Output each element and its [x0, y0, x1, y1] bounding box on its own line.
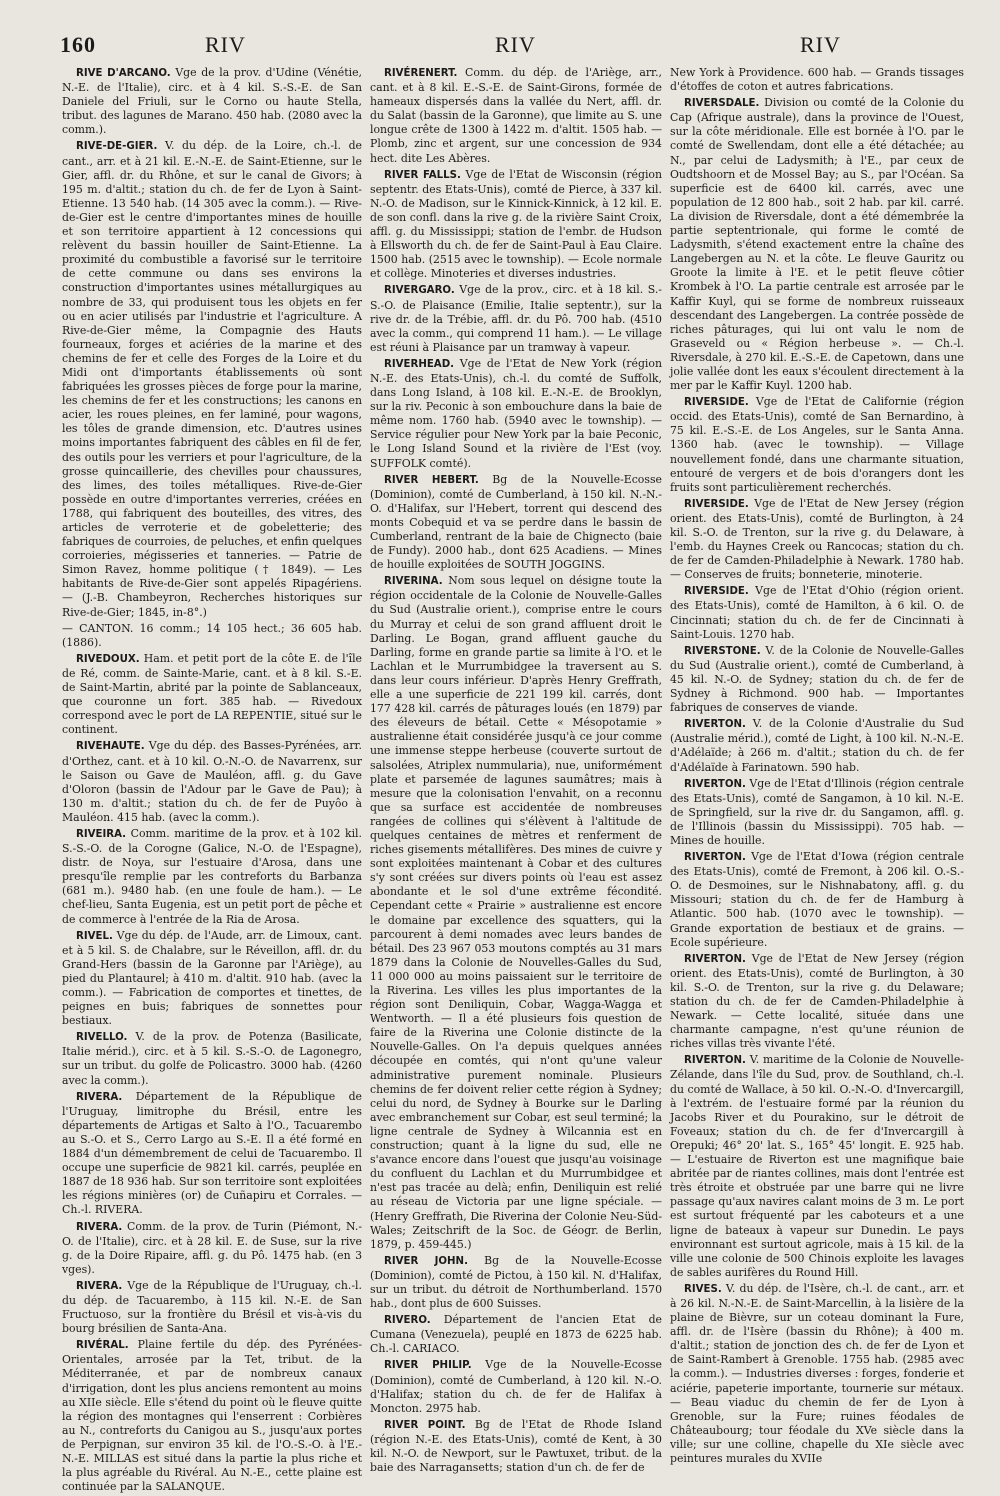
entry-text: Département de l'ancien Etat de Cumana (Venezuela), peuplé en 1873 de 6225 hab. Ch.-l. CARIACO.	[370, 1313, 662, 1356]
dictionary-entry	[670, 66, 964, 94]
entry-headword: RIVERA.	[76, 1091, 123, 1103]
entry-headword: RIVERA.	[76, 1221, 123, 1233]
dictionary-entry	[62, 1220, 362, 1277]
entry-text: Bg de la Nouvelle-Ecosse (Dominion), comté de Cumberland, à 150 kil. N.-N.-O. d'Halifax, sur l'Hebert, torrent qui descend des monts Cobequid et va se perdre dans le bassin de Cumberland, rentrant de la baie de Chignecto (baie de Fundy). 2000 hab., dont 625 Acadiens. — Mines de houille exploitées de SOUTH JOGGINS.	[370, 472, 662, 572]
entry-headword: RIVER PHILIP.	[384, 1360, 472, 1372]
column-3	[670, 66, 964, 1468]
entry-headword: RIVÉRENERT.	[384, 68, 458, 79]
dictionary-entry	[670, 497, 964, 583]
entry-headword: RIVERTON.	[684, 953, 746, 965]
dictionary-entry	[62, 139, 362, 619]
dictionary-entry	[670, 584, 964, 641]
entry-headword: RIVERA.	[76, 1280, 123, 1292]
dictionary-entry	[62, 1030, 362, 1087]
entry-headword: RIVER JOHN.	[384, 1255, 468, 1267]
entry-headword: RIVERINA.	[384, 576, 443, 588]
entry-text: Comm. maritime de la prov. et à 102 kil. S.-S.-O. de la Corogne (Galice, N.-O. de l'Espagne), distr. de Noya, sur l'estuaire d'Arosa, dans une presqu'île remplie par les contreforts du Barbanza (681 m.). 9480 hab. (en une foule de ham.). — Le chef-lieu, Santa Eugenia, est un petit port de pêche et de commerce à l'entrée de la Ria de Arosa.	[62, 826, 363, 926]
dictionary-entry	[62, 1090, 362, 1218]
entry-text: Vge de l'Etat d'Iowa (région centrale des Etats-Unis), comté de Fremont, à 206 kil. O.-S.-O. de Desmoines, sur le Nishnabatony, affl. g. du Missouri; station du ch. de fer de Hamburg à Atlantic. 500 hab. (1070 avec le township). — Grande exportation de bestiaux et de grains. — Ecole supérieure.	[670, 850, 964, 949]
entry-text: Vge de la prov., circ. et à 18 kil. S.-S.-O. de Plaisance (Emilie, Italie septentr.), sur la rive dr. de la Trébie, affl. dr. du Pô. 700 hab. (4510 avec la comm., qui comprend 11 ham.). — Le village est réuni à Plaisance par un tramway à vapeur.	[370, 283, 662, 354]
entry-text: Nom sous lequel on désigne toute la région occidentale de la Colonie de Nouvelle-Galles du Sud (Australie orient.), comprise entre le cours du Murray et celui de son grand affluent droit le Darling. Le Bogan, grand affluent gauche du Darling, forme en grande partie sa limite à l'O. et le Lachlan et le Murrumbidgee la traversent au S. dans leur cours inférieur. D'après Henry Greffrath, elle a une superficie de 221 199 kil. carrés, dont 177 428 kil. carrés de pâturages loués (en 1879) par des éleveurs de bétail. Cette « Mésopotamie » australienne était considérée jusqu'à ce jour comme une immense steppe herbeuse (couverte surtout de salsolées, Atriplex nummularia), nue, uniformément plate et parsemée de lagunes saumâtres; mais à mesure que la colonisation l'envahit, on a reconnu que sa surface est accidentée de nombreuses rangées de collines qui s'élèvent à l'altitude de quelques centaines de mètres et renferment de riches gisements métallifères. Des mines de cuivre y sont exploitées maintenant à Cobar et des cultures s'y sont créées sur divers points où l'eau est assez abondante et le sol d'une extrême fécondité. Cependant cette « Prairie » australienne est encore le domaine par excellence des squatters, qui la parcourent à demi nomades avec leurs bandes de bétail. Des 23 967 053 moutons comptés au 31 mars 1879 dans la Colonie de Nouvelles-Galles du Sud, 11 000 000 au moins paissaient sur le territoire de la Riverina. Les villes les plus importantes de la région sont Deniliquin, Cobar, Wagga-Wagga et Wentworth. — Il a été plusieurs fois question de faire de la Riverina une Colonie distincte de la Nouvelle-Galles. On l'a depuis quelques années découpée en comtés, qui n'ont qu'une valeur administrative purement nominale. Plusieurs chemins de fer doivent relier cette région à Sydney; celui du nord, de Sydney à Bourke sur le Darling avec embranchement sur Cobar, est seul terminé; la ligne centrale de Sydney à Wilcannia est en construction; quant à la ligne du sud, elle ne s'avance encore dans l'ouest que jusqu'au voisinage du confluent du Lachlan et du Murrumbidgee et n'est pas tracée au delà; enfin, Deniliquin est relié au réseau de Victoria par une ligne spéciale. — (Henry Greffrath, Die Riverina der Colonie Neu-Süd-Wales; Zeitschrift de la Soc. de Géogr. de Berlin, 1879, p. 459-445.)	[370, 574, 662, 1251]
entry-text: V. de la prov. de Potenza (Basilicate, Italie mérid.), circ. et à 5 kil. S.-S.-O. de Lagonegro, sur un tribut. du golfe de Policastro. 3000 hab. (4260 avec la comm.).	[62, 1030, 362, 1087]
entry-text: New York à Providence. 600 hab. — Grands tissages d'étoffes de coton et autres fabrications.	[670, 66, 964, 94]
column-2	[370, 66, 662, 1477]
dictionary-entry	[670, 644, 964, 715]
dictionary-entry	[670, 850, 964, 950]
dictionary-entry	[670, 1282, 964, 1466]
entry-text: V. maritime de la Colonie de Nouvelle-Zélande, dans l'île du Sud, prov. de Southland, ch.-l. du comté de Wallace, à 50 kil. O.-N.-O. d'Invercargill, à l'extrém. de l'estuaire formé par la réunion du Jacobs River et du Pourakino, sur le détroit de Foveaux; station du ch. de fer d'Invercargill à Orepuki; 46° 20' lat. S., 165° 45' longit. E. 925 hab. — L'estuaire de Riverton est une magnifique baie abritée par de riantes collines, mais dont l'entrée est très étroite et obstruée par une barre qui ne livre passage qu'aux navires calant moins de 3 m. Le port est surtout fréquenté par les caboteurs et a une ligne de bateaux à vapeur sur Dunedin. Le pays environnant est surtout agricole, mais à 15 kil. de la ville une colonie de 500 Chinois exploite les lavages de sables aurifères du Round Hill.	[670, 1053, 964, 1279]
entry-text: Vge du dép. de l'Aude, arr. de Limoux, cant. et à 5 kil. S. de Chalabre, sur le Réveillon, affl. dr. du Grand-Hers (bassin de la Garonne par l'Ariège), au pied du Plantaurel; à 410 m. d'altit. 910 hab. (avec la comm.). — Fabrication de comportes et tinettes, de peignes en buis; fabriques de sonnettes pour bestiaux.	[62, 928, 362, 1028]
running-head-right: RIV	[800, 32, 841, 57]
entry-headword: RIVEHAUTE.	[76, 741, 145, 753]
entry-headword: RIVERSIDE.	[684, 586, 749, 598]
entry-text: Plaine fertile du dép. des Pyrénées-Orientales, arrosée par la Tet, tribut. de la Méditerranée, et par de nombreux canaux d'irrigation, dont les plus anciens remontent au moins au XIIe siècle. Elle s'étend du point où le fleuve quitte la région des montagnes qui l'enserrent : Corbières au N., contreforts du Canigou au S., jusqu'aux portes de Perpignan, sur environ 35 kil. de l'O.-S.-O. à l'E.-N.-E. MILLAS est situé dans la partie la plus riche et la plus agréable du Rivéral. Au N.-E., cette plaine est continuée par la SALANQUE.	[62, 1338, 362, 1494]
entry-headword: RIVEDOUX.	[76, 653, 140, 665]
entry-text: Bg de la Nouvelle-Ecosse (Dominion), comté de Pictou, à 150 kil. N. d'Halifax, sur un tribut. du détroit de Northumberland. 1570 hab., dont plus de 600 Suisses.	[370, 1253, 662, 1311]
entry-text: Vge de la prov. d'Udine (Vénétie, N.-E. de l'Italie), circ. et à 4 kil. S.-S.-E. de San Daniele del Friuli, sur le Corno ou haute Stella, tribut. des lagunes de Marano. 450 hab. (2080 avec la comm.).	[62, 66, 362, 137]
entry-headword: RIVERO.	[384, 1315, 431, 1327]
running-head-left: RIV	[205, 32, 246, 57]
dictionary-entry	[370, 574, 662, 1252]
dictionary-entry	[62, 1338, 362, 1494]
dictionary-entry	[670, 395, 964, 495]
entry-text: Comm. de la prov. de Turin (Piémont, N.-O. de l'Italie), circ. et à 28 kil. E. de Suse, sur la rive g. de la Doire Ripaire, affl. g. du Pô. 1475 hab. (en 3 vges).	[62, 1219, 362, 1276]
dictionary-entry	[62, 929, 362, 1029]
entry-text: Vge de l'Etat de New Jersey (région orient. des Etats-Unis), comté de Burlington, à 30 kil. S.-O. de Trenton, sur la rive g. du Delaware; station du ch. de fer de Camden-Philadelphie à Newark. — Cette localité, située dans une charmante campagne, n'est qu'une réunion de riches villas très vivante l'été.	[670, 951, 964, 1051]
entry-text: Vge de la République de l'Uruguay, ch.-l. du dép. de Tacuarembo, à 115 kil. N.-E. de San Fructuoso, sur la frontière du Brésil et vis-à-vis du bourg brésilien de Santa-Ana.	[62, 1278, 362, 1336]
entry-text: Division ou comté de la Colonie du Cap (Afrique australe), dans la province de l'Ouest, sur la côte méridionale. Elle est bornée à l'O. par le comté de Swellendam, dont elle a été détachée; au N., par celui de Ladysmith; à l'E., par ceux de Oudtshoorn et de Mossel Bay; au S., par l'Océan. Sa superficie est de 6400 kil. carrés, avec une population de 12 800 hab., soit 2 hab. par kil. carré. La division de Riversdale, dont a été démembrée la partie septentrionale, qui forme le comté de Ladysmith, s'étend exactement entre la chaîne des Langebergen au N. et la côte. Le fleuve Gauritz ou Groote la limite à l'E. et le petit fleuve côtier Krombek à l'O. La partie centrale est arrosée par le Kaffir Kuyl, qui se forme de nombreux ruisseaux descendant des Langebergen. La contrée possède de riches pâturages, qui lui ont valu le nom de Graseveld ou « Région herbeuse ». — Ch.-l. Riversdale, à 270 kil. E.-S.-E. de Capetown, dans une jolie vallée dont les eaux s'écoulent directement à la mer par le Kaffir Kuyl. 1200 hab.	[670, 96, 964, 393]
entry-text: Comm. du dép. de l'Ariège, arr., cant. et à 8 kil. E.-S.-E. de Saint-Girons, formée de hameaux dispersés dans la vallée du Nert, affl. dr. du Salat (bassin de la Garonne), que limite au S. une longue crête de 1300 à 1422 m. d'altit. 1505 hab. — Plomb, zinc et argent, sur une concession de 934 hect. dite Les Abères.	[370, 66, 662, 165]
dictionary-entry	[670, 1053, 964, 1280]
dictionary-entry	[62, 66, 362, 137]
dictionary-entry	[670, 777, 964, 848]
entry-text: V. du dép. de l'Isère, ch.-l. de cant., arr. et à 26 kil. N.-N.-E. de Saint-Marcellin, à la lisière de la plaine de Bièvre, sur un coteau dominant la Fure, affl. dr. de l'Isère (bassin du Rhône); à 400 m. d'altit.; station de jonction des ch. de fer de Lyon et de Saint-Rambert à Grenoble. 1755 hab. (2985 avec la comm.). — Industries diverses : forges, fonderie et aciérie, papeterie importante, tournerie sur métaux. — Beau viaduc du chemin de fer de Lyon à Grenoble, sur la Fure; ruines féodales de Châteaubourg; tour féodale du XVe siècle dans la ville; sur une colline, chapelle du XIe siècle avec peintures murales du XVIIe	[670, 1281, 964, 1465]
entry-text: Vge de l'Etat d'Ohio (région orient. des Etats-Unis), comté de Hamilton, à 6 kil. O. de Cincinnati; station du ch. de fer de Cincinnati à Saint-Louis. 1270 hab.	[670, 584, 964, 641]
dictionary-entry	[370, 1254, 662, 1311]
page-header	[0, 32, 1000, 62]
entry-text: V. de la Colonie d'Australie du Sud (Australie mérid.), comté de Light, à 100 kil. N.-N.-E. d'Adélaïde; à 266 m. d'altit.; station du ch. de fer d'Adélaïde à Farinatown. 590 hab.	[670, 717, 964, 774]
entry-headword: RIVER FALLS.	[384, 169, 461, 181]
dictionary-entry	[62, 827, 362, 927]
entry-text: Vge de l'Etat de New York (région N.-E. des Etats-Unis), ch.-l. du comté de Suffolk, dans Long Island, à 108 kil. E.-N.-E. de Brooklyn, sur la riv. Peconic à son embouchure dans la baie de même nom. 1760 hab. (5940 avec le township). — Service régulier pour New York par la baie Peconic, le Long Island Sound et la rivière de l'Est (voy. SUFFOLK comté).	[370, 356, 662, 470]
column-1	[62, 66, 362, 1496]
entry-headword: RIVE-DE-GIER.	[76, 141, 158, 153]
entry-text: — CANTON. 16 comm.; 14 105 hect.; 36 605 hab. (1886).	[62, 621, 362, 649]
dictionary-entry	[370, 473, 662, 573]
dictionary-entry	[370, 168, 662, 282]
entry-headword: RIVERTON.	[684, 778, 746, 790]
entry-headword: RIVEIRA.	[76, 828, 127, 840]
entry-headword: RIVES.	[684, 1283, 722, 1295]
dictionary-entry	[370, 357, 662, 471]
entry-headword: RIVEL.	[76, 930, 113, 942]
entry-text: Bg de l'Etat de Rhode Island (région N.-E. des Etats-Unis), comté de Kent, à 30 kil. N.-O. de Newport, sur le Pawtuxet, tribut. de la baie des Narragansetts; station d'un ch. de fer de	[370, 1417, 662, 1475]
dictionary-entry	[62, 1279, 362, 1336]
entry-headword: RIVERSDALE.	[684, 98, 760, 110]
entry-headword: RIVERGARO.	[384, 285, 455, 297]
entry-headword: RIVÉRAL.	[76, 1340, 129, 1352]
entry-headword: RIVER POINT.	[384, 1419, 466, 1431]
entry-headword: RIVERTON.	[684, 852, 746, 864]
entry-headword: RIVERSTONE.	[684, 645, 761, 657]
dictionary-entry	[370, 66, 662, 166]
entry-headword: RIVERSIDE.	[684, 498, 749, 510]
dictionary-entry	[670, 952, 964, 1052]
entry-headword: RIVELLO.	[76, 1032, 128, 1044]
entry-text: Vge de l'Etat de New Jersey (région orient. des Etats-Unis), comté de Burlington, à 24 kil. S.-O. de Trenton, sur la rive g. du Delaware, à l'emb. du Haynes Creek ou Rancocas; station du ch. de fer de Camden-Philadelphie à Newark. 1780 hab. — Conserves de fruits; bonneterie, minoterie.	[670, 496, 964, 582]
entry-text: Vge de la Nouvelle-Ecosse (Dominion), comté de Cumberland, à 120 kil. N.-O. d'Halifax; station du ch. de fer de Halifax à Moncton. 2975 hab.	[370, 1358, 662, 1415]
dictionary-entry	[670, 717, 964, 774]
entry-headword: RIVER HEBERT.	[384, 474, 479, 486]
dictionary-entry	[62, 652, 362, 738]
entry-headword: RIVE D'ARCANO.	[76, 68, 171, 79]
entry-headword: RIVERTON.	[684, 719, 746, 731]
dictionary-entry	[370, 1418, 662, 1475]
page-number: 160	[60, 32, 96, 57]
dictionary-entry	[62, 739, 362, 825]
dictionary-entry	[370, 1358, 662, 1415]
entry-text: Vge de l'Etat de Wisconsin (région septentr. des Etats-Unis), comté de Pierce, à 337 kil. N.-O. de Madison, sur le Kinnick-Kinnick, à 12 kil. E. de son confl. dans la rive g. de la rivière Saint Croix, affl. g. du Mississippi; station de l'embr. de Hudson à Ellsworth du ch. de fer de Saint-Paul à Eau Claire. 1500 hab. (2515 avec le township). — Ecole normale et collège. Minoteries et diverses industries.	[370, 167, 663, 281]
entry-text: Vge du dép. des Basses-Pyrénées, arr. d'Orthez, cant. et à 10 kil. O.-N.-O. de Navarrenx, sur le Saison ou Gave de Mauléon, affl. g. du Gave d'Oloron (bassin de l'Adour par le Gave de Pau); à 130 m. d'altit.; station du ch. de fer de Puyôo à Mauléon. 415 hab. (avec la comm.).	[62, 739, 363, 824]
dictionary-entry	[62, 622, 362, 650]
running-head-center: RIV	[495, 32, 536, 57]
dictionary-entry	[670, 96, 964, 393]
entry-text: Vge de l'Etat d'Illinois (région centrale des Etats-Unis), comté de Sangamon, à 10 kil. N.-E. de Springfield, sur la rive dr. du Sangamon, affl. g. de l'Illinois (bassin du Mississippi). 705 hab. — Mines de houille.	[670, 776, 964, 847]
entry-text: V. du dép. de la Loire, ch.-l. de cant., arr. et à 21 kil. E.-N.-E. de Saint-Etienne, sur le Gier, affl. dr. du Rhône, et sur le canal de Givors; à 195 m. d'altit.; station du ch. de fer de Lyon à Saint-Etienne. 13 540 hab. (14 305 avec la comm.). — Rive-de-Gier est le centre d'importantes mines de houille et son territoire appartient à 12 concessions qui relèvent du bassin houiller de Saint-Etienne. La proximité du combustible a favorisé sur le territoire de cette commune ou dans ses environs la construction d'importantes usines métallurgiques au nombre de 33, qui produisent tous les objets en fer ou en acier utilisés par l'industrie et l'agriculture. A Rive-de-Gier même, la Compagnie des Hauts fourneaux, forges et aciéries de la marine et des chemins de fer et celle des Forges de la Loire et du Midi ont d'importants établissements où sont fabriquées les grosses pièces de forge pour la marine, les chemins de fer et les constructions; les canons en acier, les roues pleines, en fer laminé, pour wagons, les tôles de grande dimension, etc. D'autres usines moins importantes fabriquent des câbles en fil de fer, des outils pour les verriers et pour l'agriculture, de la grosse quincaillerie, des chevilles pour chaussures, des limes, des toiles métalliques. Rive-de-Gier possède en outre d'importantes verreries, créées en 1788, qui fabriquent des bouteilles, des vitres, des articles de verroterie et de gobeletterie; des fabriques de courroies, de peluches, et enfin quelques corroieries, mégisseries et tanneries. — Patrie de Simon Ravez, homme politique († 1849). — Les habitants de Rive-de-Gier sont appelés Ripagériens. — (J.-B. Chambeyron, Recherches historiques sur Rive-de-Gier; 1845, in-8°.)	[62, 139, 362, 619]
dictionary-entry	[370, 1313, 662, 1356]
entry-text: V. de la Colonie de Nouvelle-Galles du Sud (Australie orient.), comté de Cumberland, à 45 kil. N.-O. de Sydney; station du ch. de fer de Sydney à Richmond. 900 hab. — Importantes fabriques de conserves de viande.	[670, 643, 964, 715]
entry-text: Ham. et petit port de la côte E. de l'île de Ré, comm. de Sainte-Marie, cant. et à 8 kil. S.-E. de Saint-Martin, abrité par la pointe de Sablanceaux, que couronne un fort. 385 hab. — Rivedoux correspond avec le port de LA REPENTIE, situé sur le continent.	[62, 651, 363, 737]
entry-headword: RIVERSIDE.	[684, 397, 749, 409]
entry-text: Vge de l'Etat de Californie (région occid. des Etats-Unis), comté de San Bernardino, à 75 kil. E.-S.-E. de Los Angeles, sur le Santa Anna. 1360 hab. (avec le township). — Village nouvellement fondé, dans une charmante situation, entouré de vergers et de bois d'orangers dont les fruits sont particulièrement recherchés.	[670, 395, 964, 494]
entry-headword: RIVERTON.	[684, 1055, 746, 1067]
entry-headword: RIVERHEAD.	[384, 358, 455, 370]
dictionary-entry	[370, 283, 662, 354]
entry-text: Département de la République de l'Uruguay, limitrophe du Brésil, entre les départements de Artigas et Salto à l'O., Tacuarembo au S.-O. et S., Cerro Largo au S.-E. Il a été formé en 1884 d'un démembrement de celui de Tacuarembo. Il occupe une superficie de 9821 kil. carrés, peuplée en 1887 de 18 936 hab. Sur son territoire sont exploitées les régions minières (or) de Cuñapiru et Corrales. — Ch.-l. RIVERA.	[62, 1089, 362, 1217]
